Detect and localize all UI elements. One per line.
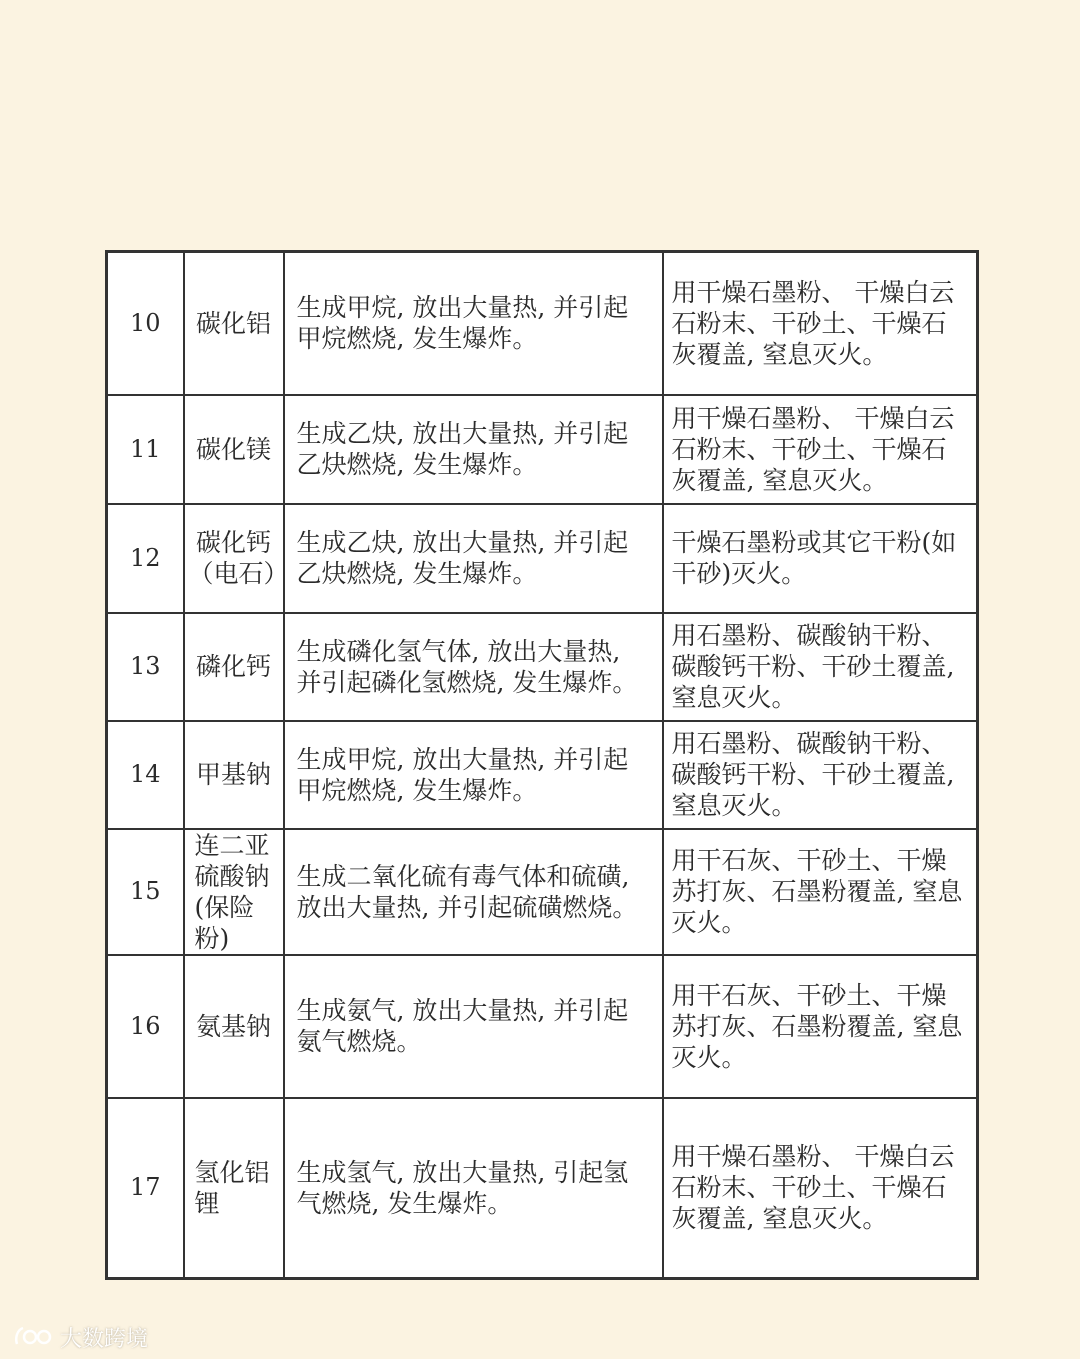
extinguish-method: 用石墨粉、碳酸钠干粉、碳酸钙干粉、干砂土覆盖, 窒息灭火。 xyxy=(663,721,978,829)
extinguish-method: 用干石灰、干砂土、干燥苏打灰、石墨粉覆盖, 窒息灭火。 xyxy=(663,955,978,1098)
reaction-description: 生成甲烷, 放出大量热, 并引起甲烷燃烧, 发生爆炸。 xyxy=(284,252,663,395)
extinguish-method: 用干燥石墨粉、 干燥白云石粉末、干砂土、干燥石灰覆盖, 窒息灭火。 xyxy=(663,252,978,395)
reaction-description: 生成二氧化硫有毒气体和硫磺, 放出大量热, 并引起硫磺燃烧。 xyxy=(284,829,663,955)
row-number: 14 xyxy=(107,721,184,829)
substance-name: 氨基钠 xyxy=(184,955,284,1098)
substance-name: 碳化铝 xyxy=(184,252,284,395)
reaction-description: 生成乙炔, 放出大量热, 并引起乙炔燃烧, 发生爆炸。 xyxy=(284,504,663,613)
row-number: 11 xyxy=(107,395,184,504)
chemical-table-container xyxy=(105,250,976,1280)
substance-name: 磷化钙 xyxy=(184,613,284,721)
substance-name: 氢化铝锂 xyxy=(184,1098,284,1279)
row-number: 16 xyxy=(107,955,184,1098)
row-number: 15 xyxy=(107,829,184,955)
extinguish-method: 干燥石墨粉或其它干粉(如干砂)灭火。 xyxy=(663,504,978,613)
table-row xyxy=(107,1098,978,1279)
row-number: 10 xyxy=(107,252,184,395)
watermark xyxy=(14,1322,148,1352)
substance-name: 碳化镁 xyxy=(184,395,284,504)
row-number: 13 xyxy=(107,613,184,721)
substance-name: 连二亚硫酸钠(保险粉) xyxy=(184,829,284,955)
substance-name: 甲基钠 xyxy=(184,721,284,829)
row-number: 12 xyxy=(107,504,184,613)
table-row xyxy=(107,252,978,395)
table-row xyxy=(107,721,978,829)
extinguish-method: 用干石灰、干砂土、干燥苏打灰、石墨粉覆盖, 窒息灭火。 xyxy=(663,829,978,955)
reaction-description: 生成乙炔, 放出大量热, 并引起乙炔燃烧, 发生爆炸。 xyxy=(284,395,663,504)
reaction-description: 生成甲烷, 放出大量热, 并引起甲烷燃烧, 发生爆炸。 xyxy=(284,721,663,829)
reaction-description: 生成磷化氢气体, 放出大量热, 并引起磷化氢燃烧, 发生爆炸。 xyxy=(284,613,663,721)
table-row xyxy=(107,955,978,1098)
table-row xyxy=(107,829,978,955)
row-number: 17 xyxy=(107,1098,184,1279)
chemical-table xyxy=(105,250,979,1280)
extinguish-method: 用干燥石墨粉、 干燥白云石粉末、干砂土、干燥石灰覆盖, 窒息灭火。 xyxy=(663,395,978,504)
table-row xyxy=(107,613,978,721)
table-row xyxy=(107,504,978,613)
watermark-text: 大数跨境 xyxy=(60,1326,149,1352)
reaction-description: 生成氢气, 放出大量热, 引起氢气燃烧, 发生爆炸。 xyxy=(284,1098,663,1279)
reaction-description: 生成氨气, 放出大量热, 并引起氨气燃烧。 xyxy=(284,955,663,1098)
brand-logo-icon xyxy=(14,1324,54,1350)
table-row xyxy=(107,395,978,504)
substance-name: 碳化钙（电石） xyxy=(184,504,284,613)
extinguish-method: 用干燥石墨粉、 干燥白云石粉末、干砂土、干燥石灰覆盖, 窒息灭火。 xyxy=(663,1098,978,1279)
extinguish-method: 用石墨粉、碳酸钠干粉、碳酸钙干粉、干砂土覆盖, 窒息灭火。 xyxy=(663,613,978,721)
